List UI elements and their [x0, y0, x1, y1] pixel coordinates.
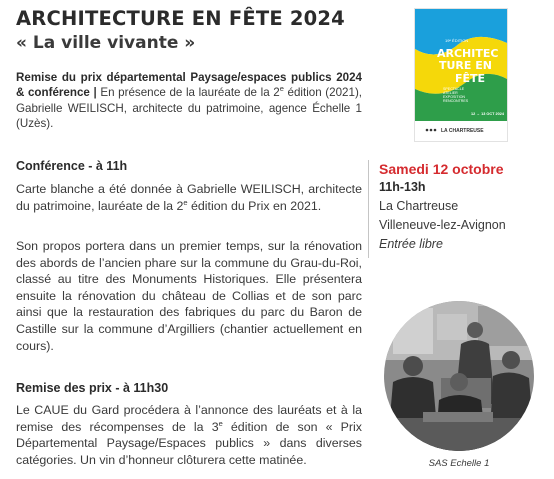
page-title: ARCHITECTURE EN FÊTE 2024 — [16, 7, 345, 30]
conference-p1-b: édition du Prix en 2021. — [187, 198, 322, 213]
awards-p-sup: e — [218, 418, 223, 428]
poster-tag-2: ATELIER — [443, 91, 458, 95]
intro-text-a: En présence de la lauréate de la 2 — [100, 86, 280, 100]
poster-artwork — [415, 9, 507, 141]
awards-p-b: édition de son « Prix Départemental Paysage/Espaces publics » dans diverses catégories. Un vin d’honneur clôturera cette matinée. — [16, 419, 362, 467]
conference-paragraph-2: Son propos portera dans un premier temps, sur la rénovation des abords de l’ancien phare sur la commune du Grau-du-Roi, classé au titre des Monuments Historiques. Elle présentera ensuite la rénovation du château de Collias et de son parc ainsi que la restauration des fabriques du parc du Baron de Castille sur la commune d’Argilliers (chantier actuellement en cours). — [16, 239, 362, 353]
event-date: Samedi 12 octobre — [379, 161, 504, 177]
poster-tag-4: RENCONTRES — [443, 99, 469, 103]
intro-sup: e — [279, 84, 284, 94]
event-venue: La Chartreuse — [379, 199, 459, 213]
event-city: Villeneuve-lez-Avignon — [379, 218, 506, 232]
event-hours: 11h-13h — [379, 180, 426, 194]
poster-dot-icon — [434, 129, 437, 132]
poster-dot-icon — [430, 129, 433, 132]
poster-title-line-2: TURE EN — [439, 59, 492, 72]
poster-title-line-1: ARCHITEC — [437, 47, 499, 60]
awards-p-a: Le CAUE du Gard procédera à l’annonce des lauréats et à la remise des récompenses de la 3 — [16, 403, 362, 434]
awards-paragraph — [16, 402, 362, 468]
event-poster — [414, 8, 508, 142]
intro-lead: Remise du prix départemental Paysage/espaces publics 2024 & conférence — [16, 71, 362, 100]
poster-dot-icon — [426, 129, 429, 132]
team-photo — [383, 300, 535, 452]
event-info-box — [368, 160, 554, 258]
poster-venue: LA CHARTREUSE — [441, 128, 484, 134]
poster-edition: 19ᵉ ÉDITION — [445, 38, 469, 43]
poster-dates: 12 → 13 OCT 2024 — [471, 112, 504, 116]
intro-separator: | — [89, 86, 101, 100]
team-photo-image — [383, 300, 535, 452]
poster-title-line-3: FÊTE — [455, 72, 486, 85]
intro-text-b: édition (2021), Gabrielle WEILISCH, architecte du patrimoine, agence Échelle 1 (Uzès). — [16, 86, 363, 130]
conference-p1-a: Carte blanche a été donnée à Gabrielle WEILISCH, architecte du patrimoine, lauréate de la 2 — [16, 182, 362, 213]
poster-tag-1: SPECTACLE — [443, 87, 465, 91]
intro-paragraph — [16, 70, 362, 131]
poster-tag-3: EXPOSITION — [443, 95, 465, 99]
photo-caption: SAS Echelle 1 — [428, 458, 490, 469]
event-entry: Entrée libre — [379, 237, 443, 251]
conference-paragraph-1 — [16, 181, 362, 214]
page-subtitle: « La ville vivante » — [16, 33, 196, 53]
conference-heading: Conférence - à 11h — [16, 159, 128, 173]
awards-heading: Remise des prix - à 11h30 — [16, 381, 169, 395]
conference-p1-sup: e — [183, 197, 188, 207]
